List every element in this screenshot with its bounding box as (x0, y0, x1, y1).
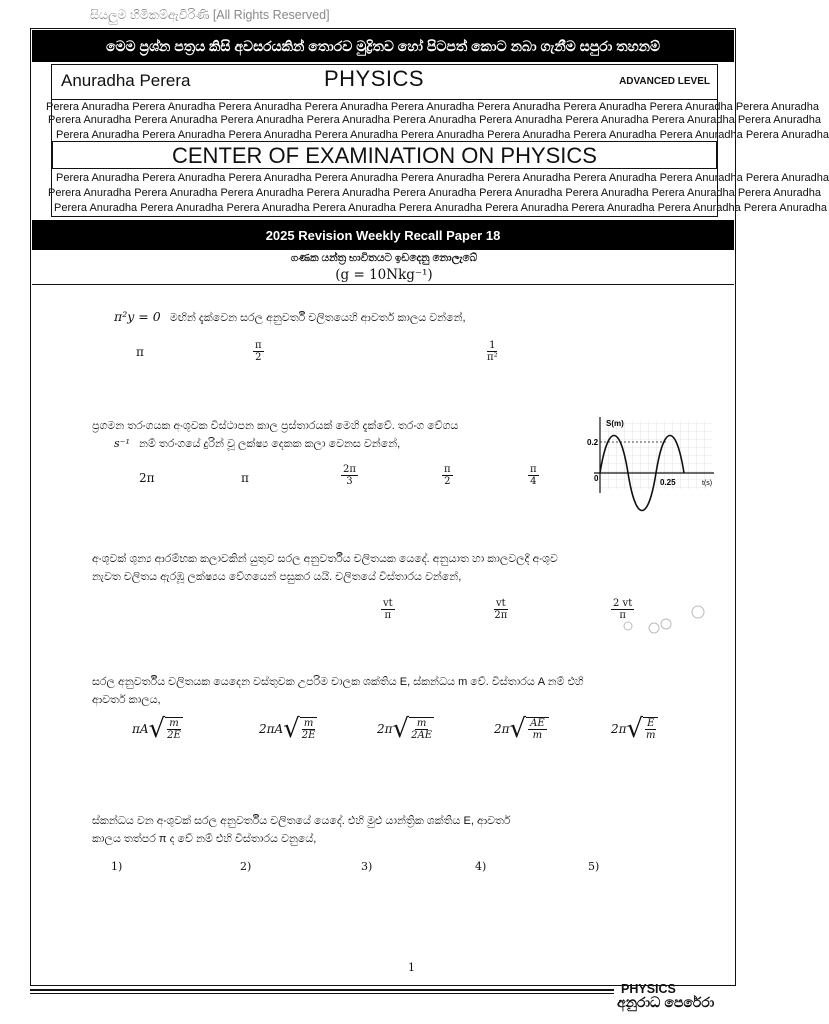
graph-x-tick: 0.25 (660, 478, 676, 487)
q3-stem (92, 550, 732, 586)
q5-option-label-2: 2) (240, 860, 252, 873)
center-title: CENTER OF EXAMINATION ON PHYSICS (52, 141, 717, 169)
q4-line-1: සරල අනුවර්තීය චලිතයක යෙදෙන වස්තුවක උපරිම චාලක ශක්තිය E, ස්කන්ධය m වේ. විස්තාරය A නම් එහි (92, 676, 584, 688)
q2-displacement-graph (584, 415, 720, 495)
page-number: 1 (408, 961, 415, 974)
separator (32, 284, 734, 285)
title-block (46, 64, 829, 217)
q5-option-label-1: 1) (111, 860, 123, 873)
q1-option-1: π (136, 345, 144, 359)
q2-option-2: π (241, 471, 249, 485)
gravity-note: (g = 10Nkg⁻¹) (335, 267, 433, 283)
q3-option-5: $\frac{2 vt}{\pi}$ (613, 598, 633, 621)
q4-stem (92, 673, 732, 709)
graph-y-tick: 0.2 (587, 438, 599, 447)
q2-line-1: ප්‍රගමන තරංගයක අංශුවක විස්ථාපන කාල ප්‍රස්තාරයක් මෙහි දැක්වේ. තරංග වේගය (92, 420, 459, 432)
q3-option-4: $\frac{vt}{2\pi}$ (494, 598, 508, 621)
footer-subject: PHYSICS (621, 982, 676, 996)
copyright-banner: මෙම ප්‍රශ්න පත්‍රය කිසි අවසරයකින් තොරව මුද්‍රිතව හෝ පිටපත් කොට නබා ගැනීම සපුරා තහනම් (32, 30, 734, 62)
q2-option-3: $\frac{2\pi}{3}$ (343, 464, 356, 487)
q4-option-1: πA √ $\frac{m}{2E}$ (132, 714, 181, 744)
q1-text: මඟින් දැක්වෙන සරල අනුවර්තී චලිතයෙහි ආවර්ත කාලය වන්නේ, (169, 312, 466, 324)
watermark-line: Perera Anuradha Perera Anuradha Perera Anuradha Perera Anuradha Perera Anuradha Perera Anuradha Perera Anuradha Perera Anuradha Perera Anuradha (56, 172, 829, 184)
q5-option-label-4: 4) (475, 860, 487, 873)
q2-stem (92, 417, 562, 453)
watermark-line: Perera Anuradha Perera Anuradha Perera Anuradha Perera Anuradha Perera Anuradha Perera Anuradha Perera Anuradha Perera Anuradha Perera Anuradha (54, 202, 827, 214)
q2-option-4: $\frac{\pi}{2}$ (444, 464, 451, 487)
q2-option-5: $\frac{\pi}{4}$ (530, 464, 537, 487)
graph-x-label: t(s) (702, 480, 713, 487)
footer-rule (30, 993, 614, 994)
q3-option-3: $\frac{vt}{\pi}$ (383, 598, 393, 621)
q5-option-label-3: 3) (361, 860, 373, 873)
q4-option-3: 2π √ $\frac{m}{2AE}$ (377, 714, 432, 744)
q2-unit: s⁻¹ (114, 437, 130, 450)
q4-option-4: 2π √ $\frac{AE}{m}$ (494, 716, 549, 742)
graph-origin: 0 (594, 474, 599, 483)
author-row (52, 65, 717, 100)
watermark-line: Perera Anuradha Perera Anuradha Perera Anuradha Perera Anuradha Perera Anuradha Perera Anuradha Perera Anuradha Perera Anuradha Perera Anuradha (48, 114, 821, 126)
rights-notice: සියලුම හිමිකම්ඇවිරිණි [All Rights Reserved] (90, 8, 330, 22)
q1-option-5: $\frac{1}{\text{π²}}$ (487, 340, 498, 363)
author-name: Anuradha Perera (61, 71, 191, 90)
q3-line-2: නැවත චලිතය ඇරඹූ ලක්ෂ්‍යය වේගයෙන් පසුකර යයි. චලිතයේ විස්තාරය වන්නේ, (92, 571, 462, 583)
footer-author: අනුරාධ පෙරේරා (617, 994, 715, 1010)
graph-grid (600, 421, 712, 489)
q3-scan-marks (620, 602, 710, 636)
q1-stem (114, 308, 466, 327)
q5-line-2: කාලය තත්පර π ද වේ නම් එහි විස්තාරය වනුයේ, (92, 833, 317, 845)
q2-option-1: 2π (139, 471, 155, 485)
q5-stem (92, 812, 732, 848)
q3-line-1: අංශුවක් ශුන්‍ය ආරම්භක කලාවකින් යුතුව සරල අනුවර්තීය චලිතයක යෙදේ. අනුයාත හා කාලවලදී අංශුව (92, 553, 558, 565)
q5-line-1: ස්කන්ධය වන අංශුවක් සරල අනුවර්තීය චලිතයේ යෙදේ. එහි මුළු යාන්ත්‍රික ශක්තිය E, ආවර්ත (92, 815, 511, 827)
watermark-line: Perera Anuradha Perera Anuradha Perera Anuradha Perera Anuradha Perera Anuradha Perera Anuradha Perera Anuradha Perera Anuradha Perera Anuradha (46, 101, 819, 113)
q4-option-5: 2π √ $\frac{E}{m}$ (611, 716, 658, 742)
level-label: ADVANCED LEVEL (619, 76, 710, 87)
subject-title: PHYSICS (324, 66, 425, 91)
q4-option-2: 2πA √ $\frac{m}{2E}$ (259, 714, 316, 744)
footer-rule (30, 989, 614, 991)
calculator-note: ගණක යන්ත්‍ර භාවිතයට ඉඩදෙනු නොලැබේ (290, 252, 478, 264)
watermark-line: Perera Anuradha Perera Anuradha Perera Anuradha Perera Anuradha Perera Anuradha Perera Anuradha Perera Anuradha Perera Anuradha Perera Anuradha (48, 187, 821, 199)
q5-option-label-5: 5) (588, 860, 600, 873)
q4-line-2: ආවර්ත කාලය, (92, 694, 161, 706)
q1-equation: π²y = 0 (114, 309, 161, 324)
q2-line-2: නම් තරංගයේ දුරින් වූ ලක්ෂ්‍ය දෙකක කලා වෙනස වන්නේ, (138, 438, 401, 450)
paper-title: 2025 Revision Weekly Recall Paper 18 (32, 220, 734, 250)
watermark-line: Perera Anuradha Perera Anuradha Perera Anuradha Perera Anuradha Perera Anuradha Perera Anuradha Perera Anuradha Perera Anuradha Perera Anuradha (56, 129, 829, 141)
graph-y-label: S(m) (606, 419, 624, 428)
q1-option-2: $\frac{\pi}{2}$ (255, 340, 262, 363)
